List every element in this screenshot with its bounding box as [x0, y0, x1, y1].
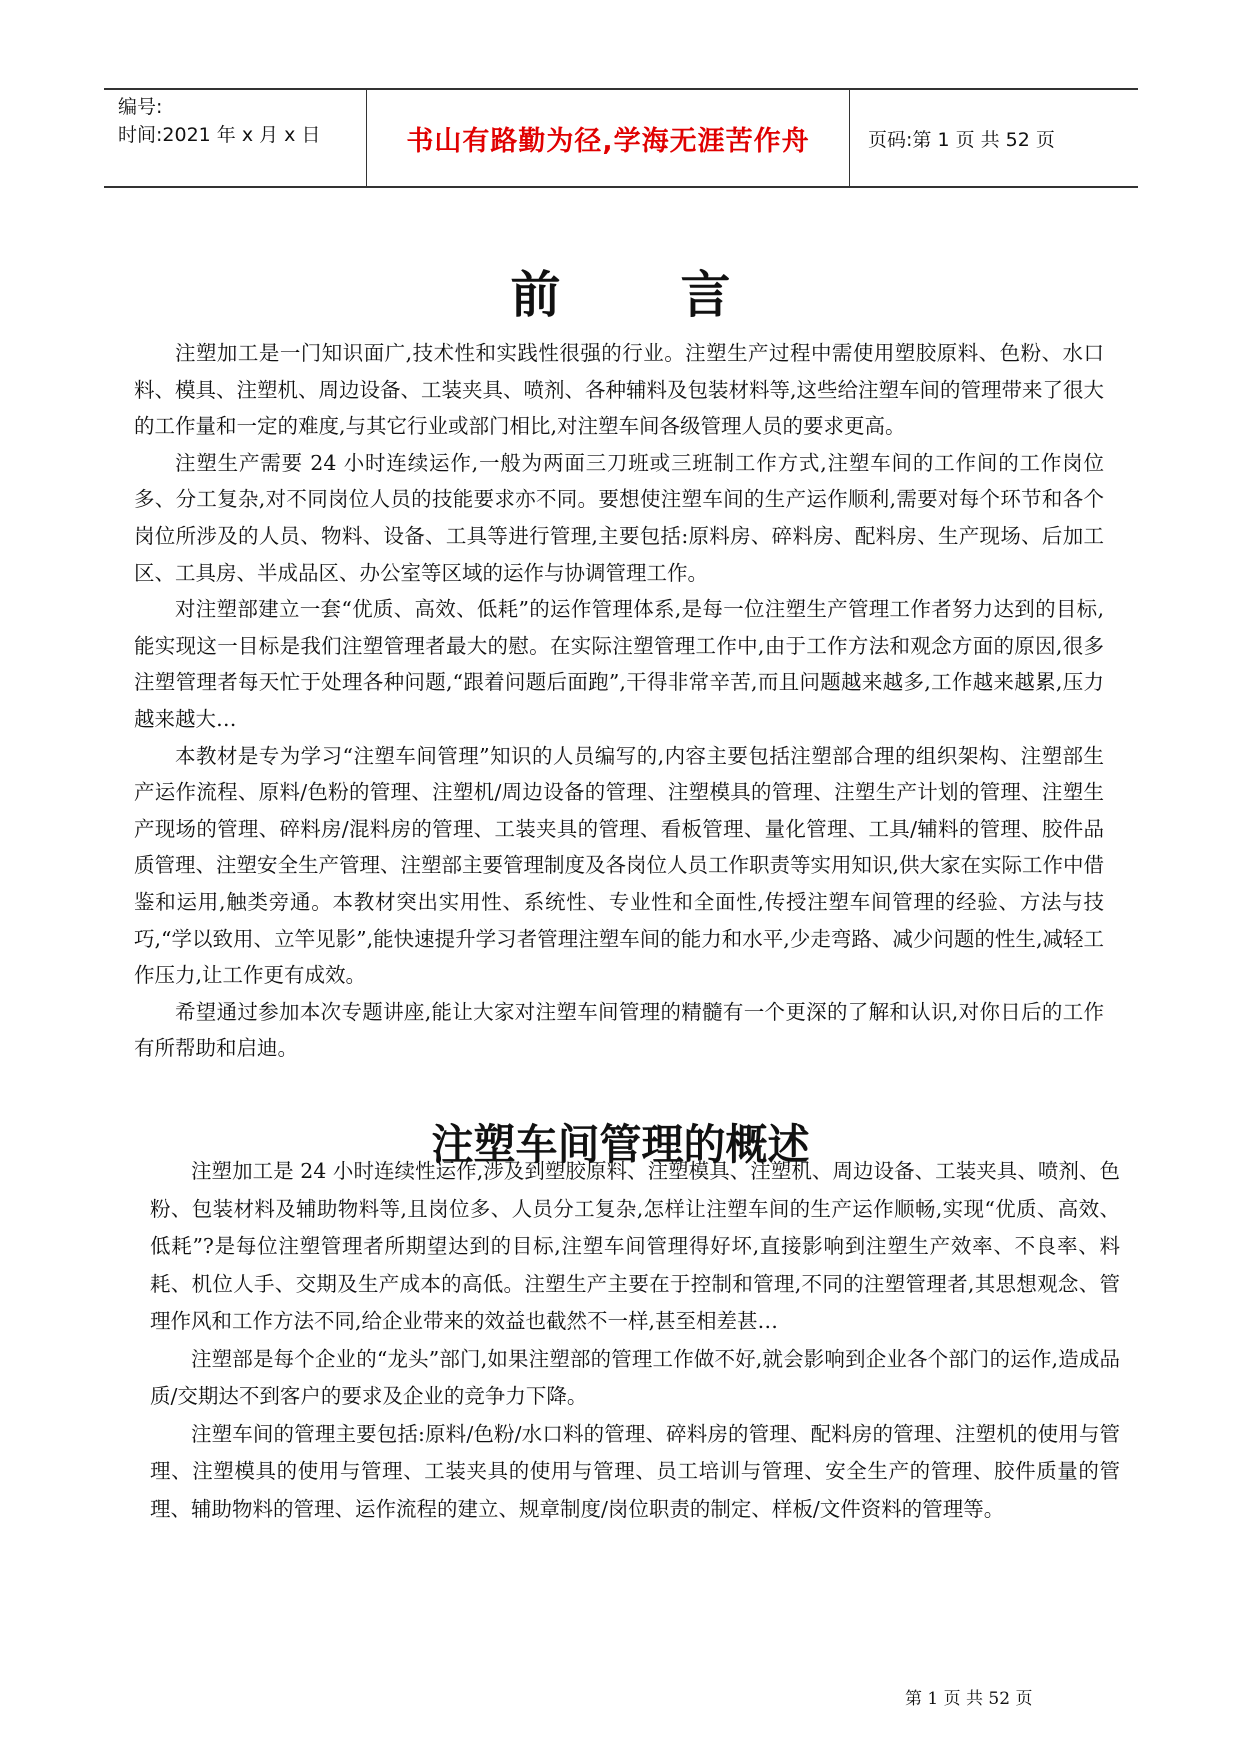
preface-paragraph: 对注塑部建立一套“优质、高效、低耗”的运作管理体系,是每一位注塑生产管理工作者努力达到的目标,能实现这一目标是我们注塑管理者最大的慰。在实际注塑管理工作中,由于工作方法和观念方面的原因,很多注塑管理者每天忙于处理各种问题,“跟着问题后面跑”,干得非常辛苦,而且问题越来越多,工作越来越累,压力越来越大…	[134, 597, 1104, 731]
preface-paragraph: 希望通过参加本次专题讲座,能让大家对注塑车间管理的精髓有一个更深的了解和认识,对你日后的工作有所帮助和启迪。	[134, 999, 1104, 1061]
preface-paragraph: 本教材是专为学习“注塑车间管理”知识的人员编写的,内容主要包括注塑部合理的组织架构、注塑部生产运作流程、原料/色粉的管理、注塑机/周边设备的管理、注塑模具的管理、注塑生产计划的管理、注塑生产现场的管理、碎料房/混料房的管理、工装夹具的管理、看板管理、量化管理、工具/辅料的管理、胶件品质管理、注塑安全生产管理、注塑部主要管理制度及各岗位人员工作职责等实用知识,供大家在实际工作中借鉴和运用,触类旁通。本教材突出实用性、系统性、专业性和全面性,传授注塑车间管理的经验、方法与技巧,“学以致用、立竿见影”,能快速提升学习者管理注塑车间的能力和水平,少走弯路、减少问题的性生,减轻工作压力,让工作更有成效。	[134, 743, 1105, 988]
document-number: 编号:	[118, 96, 163, 118]
footer-page-number: 第 1 页 共 52 页	[905, 1689, 1033, 1709]
preface-body	[134, 335, 1104, 1067]
overview-paragraph: 注塑加工是 24 小时连续性运作,涉及到塑胶原料、注塑模具、注塑机、周边设备、工装夹具、喷剂、色粉、包装材料及辅助物料等,且岗位多、人员分工复杂,怎样让注塑车间的生产运作顺畅,实现“优质、高效、低耗”?是每位注塑管理者所期望达到的目标,注塑车间管理得好坏,直接影响到注塑生产效率、不良率、料耗、机位人手、交期及生产成本的高低。注塑生产主要在于控制和管理,不同的注塑管理者,其思想观念、管理作风和工作方法不同,给企业带来的效益也截然不一样,甚至相差甚…	[150, 1159, 1120, 1333]
document-header	[104, 88, 1138, 188]
overview-body	[150, 1153, 1120, 1528]
overview-paragraph: 注塑车间的管理主要包括:原料/色粉/水口料的管理、碎料房的管理、配料房的管理、注塑机的使用与管理、注塑模具的使用与管理、工装夹具的使用与管理、员工培训与管理、安全生产的管理、胶件质量的管理、辅助物料的管理、运作流程的建立、规章制度/岗位职责的制定、样板/文件资料的管理等。	[150, 1421, 1120, 1521]
header-motto-cell	[366, 90, 850, 186]
header-page-cell	[848, 90, 1138, 186]
header-info-cell	[104, 90, 366, 186]
overview-paragraph: 注塑部是每个企业的“龙头”部门,如果注塑部的管理工作做不好,就会影响到企业各个部门的运作,造成品质/交期达不到客户的要求及企业的竞争力下降。	[150, 1346, 1120, 1408]
document-time: 时间:2021 年 x 月 x 日	[118, 124, 321, 146]
overview-title: 注塑车间管理的概述	[431, 1120, 810, 1169]
header-page-number: 页码:第 1 页 共 52 页	[868, 128, 1055, 151]
preface-paragraph: 注塑生产需要 24 小时连续运作,一般为两面三刀班或三班制工作方式,注塑车间的工作间的工作岗位多、分工复杂,对不同岗位人员的技能要求亦不同。要想使注塑车间的生产运作顺利,需要对每个环节和各个岗位所涉及的人员、物料、设备、工具等进行管理,主要包括:原料房、碎料房、配料房、生产现场、后加工区、工具房、半成品区、办公室等区域的运作与协调管理工作。	[134, 450, 1104, 585]
motto-text: 书山有路勤为径,学海无涯苦作舟	[406, 125, 810, 157]
preface-title: 前言	[510, 266, 851, 324]
preface-paragraph: 注塑加工是一门知识面广,技术性和实践性很强的行业。注塑生产过程中需使用塑胶原料、色粉、水口料、模具、注塑机、周边设备、工装夹具、喷剂、各种辅料及包装材料等,这些给注塑车间的管理带来了很大的工作量和一定的难度,与其它行业或部门相比,对注塑车间各级管理人员的要求更高。	[134, 341, 1105, 439]
